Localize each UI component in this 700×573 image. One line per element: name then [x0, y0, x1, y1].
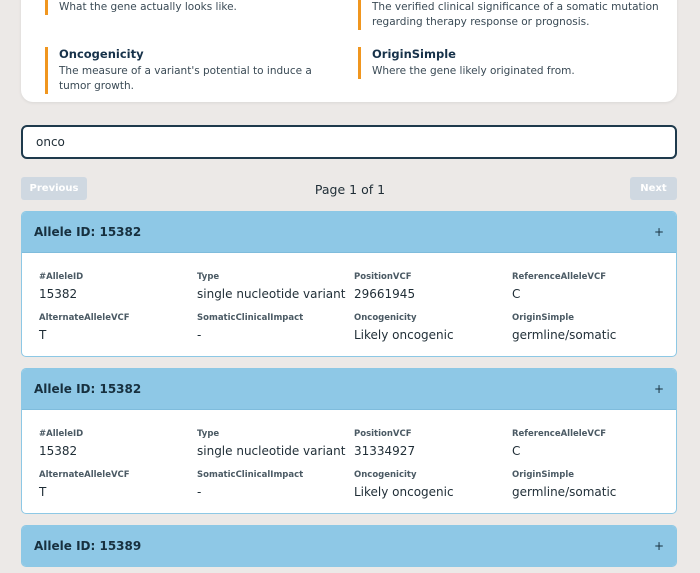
- field-label: Type: [197, 272, 220, 282]
- field-value: 31334927: [354, 444, 416, 458]
- field-alternate: [39, 313, 130, 343]
- field-somatic-impact: [197, 470, 303, 500]
- allele-card-header[interactable]: [22, 369, 676, 409]
- field-label: PositionVCF: [354, 272, 412, 282]
- field-label: PositionVCF: [354, 429, 412, 439]
- field-somatic-impact: [197, 313, 303, 343]
- field-position: [354, 272, 415, 302]
- field-value: single nucleotide variant: [197, 287, 346, 301]
- field-label: Type: [197, 429, 220, 439]
- allele-card-body: [22, 252, 676, 356]
- field-oncogenicity: [354, 313, 454, 343]
- field-value: T: [39, 485, 47, 499]
- field-label: #AlleleID: [39, 272, 84, 282]
- next-page-button[interactable]: Next: [630, 177, 677, 200]
- field-label: AlternateAlleleVCF: [39, 313, 130, 323]
- field-value: Likely oncogenic: [354, 328, 454, 342]
- field-label: OriginSimple: [512, 470, 575, 480]
- legend-item-desc: The verified clinical significance of a somatic mutation regarding therapy response or prognosis.: [372, 1, 659, 28]
- legend-item-desc: What the gene actually looks like.: [59, 1, 237, 13]
- allele-card-body: [22, 409, 676, 513]
- allele-card-title: Allele ID: 15382: [34, 225, 142, 239]
- field-allele-id: [39, 429, 83, 459]
- field-value: T: [39, 328, 47, 342]
- expand-toggle-icon[interactable]: +: [653, 382, 664, 396]
- field-label: OriginSimple: [512, 313, 575, 323]
- field-value: germline/somatic: [512, 485, 617, 499]
- legend-item-desc: Where the gene likely originated from.: [372, 65, 575, 77]
- allele-card: [21, 525, 677, 567]
- column-legend-card: [21, 0, 677, 102]
- field-origin: [512, 313, 616, 343]
- field-origin: [512, 470, 616, 500]
- field-position: [354, 429, 415, 459]
- field-oncogenicity: [354, 470, 454, 500]
- field-reference: [512, 272, 606, 302]
- legend-item-origin: [358, 47, 663, 79]
- field-alternate: [39, 470, 130, 500]
- legend-item-title: Oncogenicity: [59, 47, 144, 61]
- field-value: single nucleotide variant: [197, 444, 346, 458]
- expand-toggle-icon[interactable]: +: [653, 225, 664, 239]
- field-value: Likely oncogenic: [354, 485, 454, 499]
- field-label: ReferenceAlleleVCF: [512, 429, 607, 439]
- allele-card-title: Allele ID: 15389: [34, 539, 142, 553]
- field-type: [197, 429, 345, 459]
- allele-card-title: Allele ID: 15382: [34, 382, 142, 396]
- field-reference: [512, 429, 606, 459]
- legend-item-somatic-impact: [358, 0, 663, 30]
- field-value: germline/somatic: [512, 328, 617, 342]
- expand-toggle-icon[interactable]: +: [653, 539, 664, 553]
- field-type: [197, 272, 345, 302]
- allele-card-header[interactable]: [22, 212, 676, 252]
- allele-card: [21, 368, 677, 514]
- field-value: -: [197, 485, 202, 499]
- allele-card-header[interactable]: [22, 526, 676, 566]
- page-indicator: Page 1 of 1: [314, 182, 386, 197]
- legend-item-structure: [45, 0, 345, 15]
- legend-item-title: OriginSimple: [372, 47, 456, 61]
- field-allele-id: [39, 272, 83, 302]
- field-label: Oncogenicity: [354, 313, 417, 323]
- legend-item-desc: The measure of a variant's potential to induce a tumor growth.: [59, 65, 312, 92]
- field-value: 29661945: [354, 287, 416, 301]
- field-label: Oncogenicity: [354, 470, 417, 480]
- field-value: 15382: [39, 444, 78, 458]
- field-value: C: [512, 287, 521, 301]
- field-value: -: [197, 328, 202, 342]
- field-label: #AlleleID: [39, 429, 84, 439]
- field-label: SomaticClinicalImpact: [197, 313, 304, 323]
- field-label: ReferenceAlleleVCF: [512, 272, 607, 282]
- field-label: AlternateAlleleVCF: [39, 470, 130, 480]
- field-label: SomaticClinicalImpact: [197, 470, 304, 480]
- field-value: C: [512, 444, 521, 458]
- field-value: 15382: [39, 287, 78, 301]
- previous-page-button[interactable]: Previous: [21, 177, 87, 200]
- allele-card: [21, 211, 677, 357]
- search-input[interactable]: [21, 125, 677, 159]
- legend-item-oncogenicity: [45, 47, 345, 94]
